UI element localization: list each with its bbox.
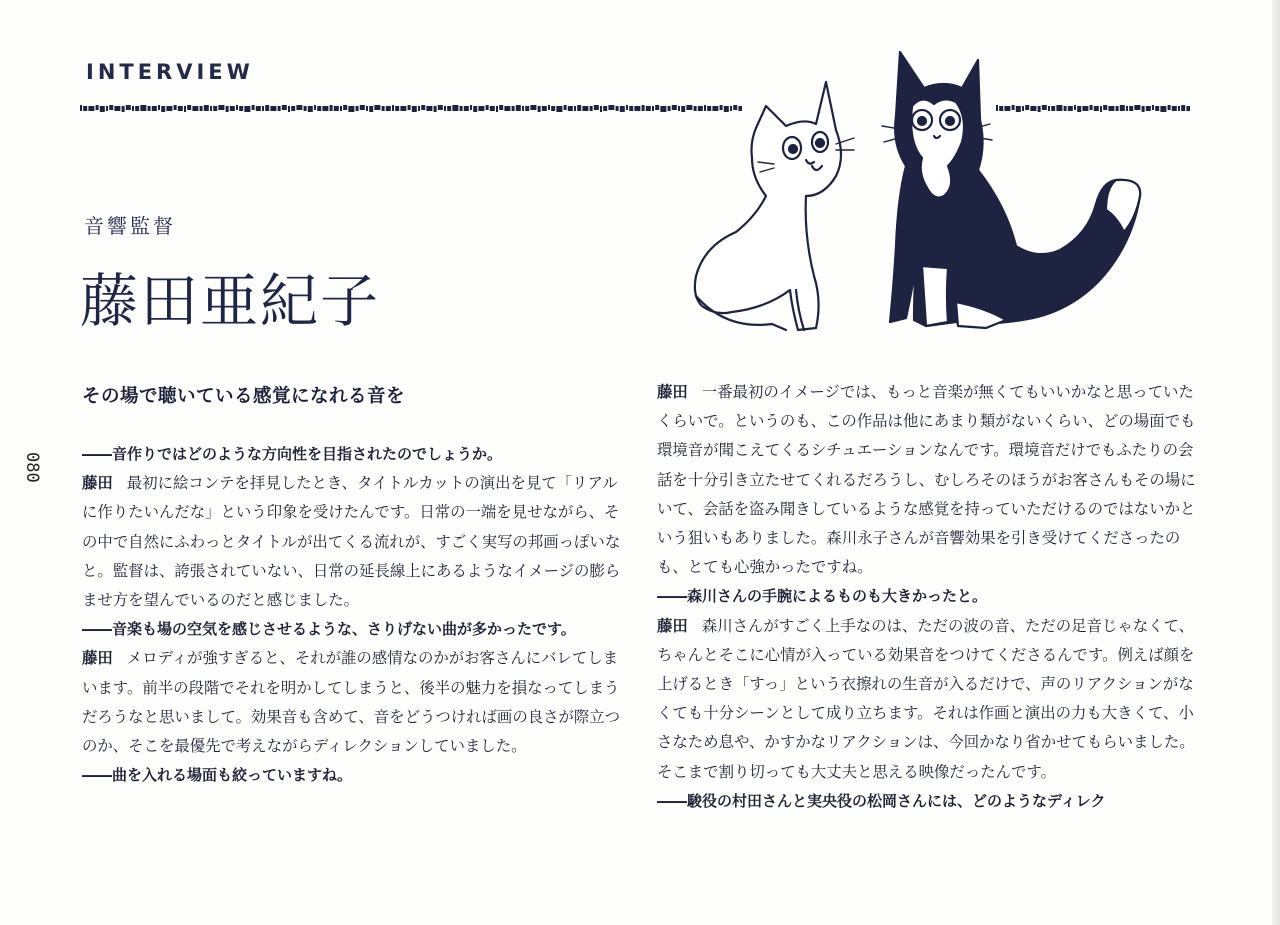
answer-text: 一番最初のイメージでは、もっと音楽が無くてもいいかなと思っていたくらいで。というのも、この作品は他にあまり類がないくらい、どの場面でも環境音が聞こえてくるシチュエーションなんです。環境音だけでもふたりの会話を十分引き立たせてくれるだろうし、むしろそのほうがお客さんもその場にいて、会話を盗み聞きしているような感覚を持っていただけるのではないかという狙いもありました。森川永子さんが音響効果を引き受けてくださったのも、とても心強かったですね。 [657,383,1196,577]
white-cat-illustration [695,82,854,330]
interviewee-name: 藤田亜紀子 [80,267,381,335]
interview-question: ――音作りではどのような方向性を目指されたのでしょうか。 [82,445,503,463]
interview-answer [657,378,1202,582]
answer-text: 最初に絵コンテを拝見したとき、タイトルカットの演出を見て「リアルに作りたいんだな」という印象を受けたんです。日常の一端を見せながら、その中で自然にふわっとタイトルが出てくる流れが、すごく実写の邦画っぽいなと。監督は、誇張されていない、日常の延長線上にあるようなイメージの膨らませ方を望んでいるのだと感じました。 [82,474,621,610]
speaker-name: 藤田 [657,616,688,635]
answer-text: メロディが強すぎると、それが誰の感情なのかがお客さんにバレてしまいます。前半の段階でそれを明かしてしまうと、後半の魅力を損なってしまうだろうなと思いまして。効果音も含めて、音をどうつければ画の良さが際立つのか、そこを最優先で考えながらディレクションしていました。 [82,649,621,756]
interview-question: ――駿役の村田さんと実央役の松岡さんには、どのようなディレク [657,791,1106,810]
interview-question: ――音楽も場の空気を感じさせるような、さりげない曲が多かったです。 [82,620,576,639]
interview-answer [82,469,627,615]
body-column-left [82,440,627,790]
interviewee-role: 音響監督 [84,214,176,238]
interview-answer [657,612,1202,787]
body-column-right [657,378,1202,816]
speaker-name: 藤田 [82,649,113,668]
decorative-rule-left [80,104,742,112]
black-cat-illustration [882,52,1140,328]
two-cats-illustration [686,46,1148,336]
article-heading: その場で聴いている感覚になれる音を [82,386,406,407]
section-label: INTERVIEW [86,60,254,84]
page-number: 080 [22,452,42,483]
interview-question: ――曲を入れる場面も絞っていますね。 [82,766,353,785]
interview-question: ――森川さんの手腕によるものも大きかったと。 [657,587,988,606]
interview-answer [82,644,627,761]
speaker-name: 藤田 [82,474,113,493]
page-edge [1272,0,1280,925]
answer-text: 森川さんがすごく上手なのは、ただの波の音、ただの足音じゃなくて、ちゃんとそこに心情が入っている効果音をつけてくださるんです。例えば顔を上げるとき「すっ」という衣擦れの生音が入るだけで、声のリアクションがなくても十分シーンとして成り立ちます。それは作画と演出の力も大きくて、小さなため息や、かすかなリアクションは、今回かなり省かせてもらいました。そこまで割り切っても大丈夫と思える映像だったんです。 [657,616,1195,781]
speaker-name: 藤田 [657,383,688,401]
